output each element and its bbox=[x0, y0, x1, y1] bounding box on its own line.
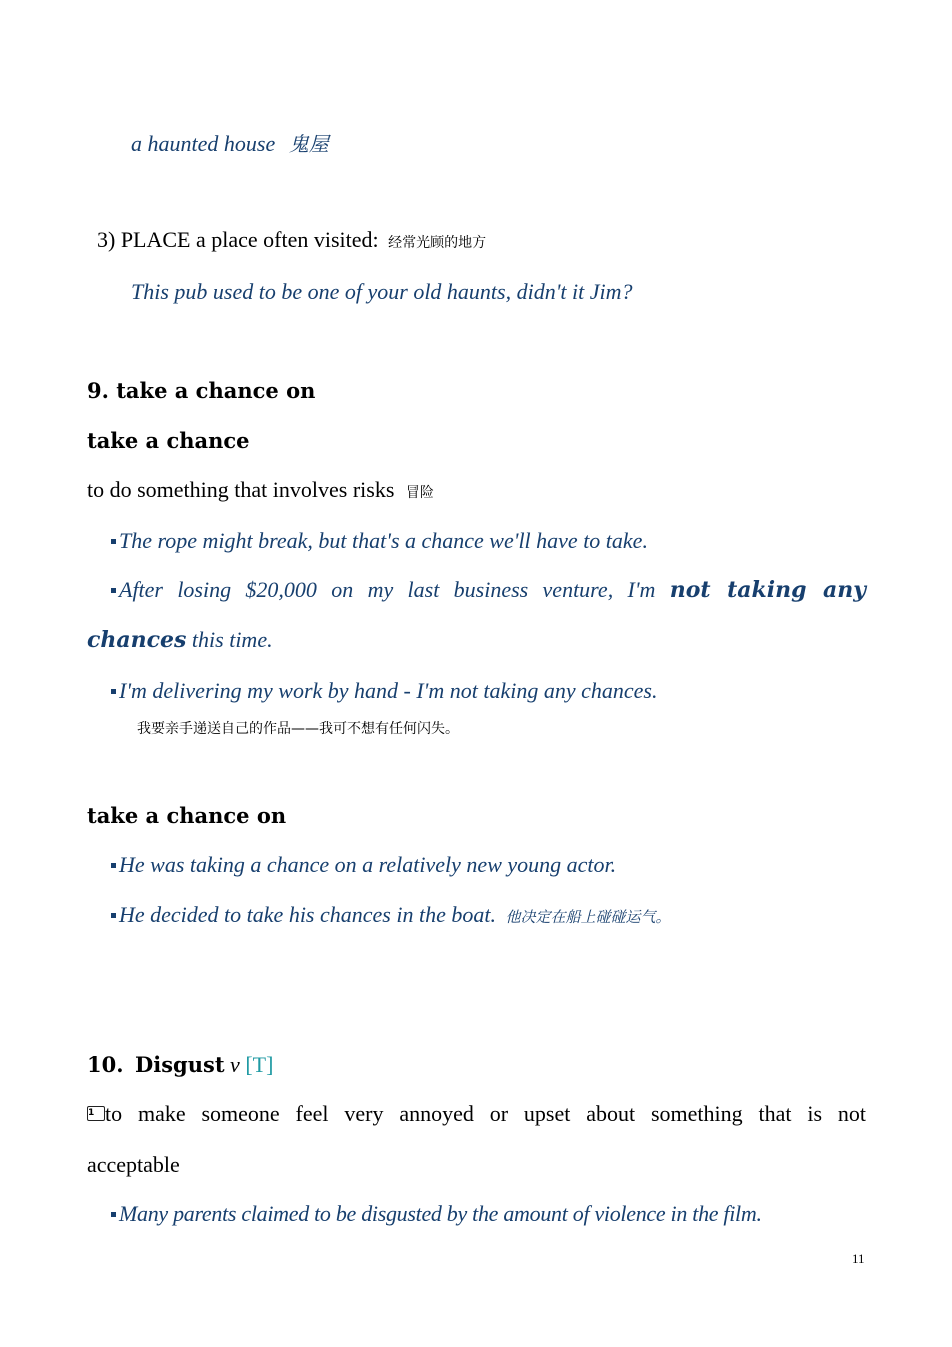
example-translation: 他决定在船上碰碰运气。 bbox=[505, 908, 671, 926]
heading-10-number: 10. bbox=[87, 1052, 124, 1077]
example-emphasis: not taking any bbox=[669, 577, 866, 603]
definition-text: to do something that involves risks bbox=[87, 477, 395, 502]
bullet-icon bbox=[111, 863, 116, 868]
example-text: He was taking a chance on a relatively new young actor. bbox=[119, 852, 617, 877]
subheading-take-a-chance: take a chance bbox=[87, 428, 250, 453]
definition-text: to make someone feel very annoyed or upset about something that is not bbox=[105, 1101, 866, 1126]
example-9-2-line2 bbox=[87, 627, 273, 653]
bullet-icon bbox=[111, 1212, 116, 1217]
example-9-3 bbox=[111, 678, 658, 704]
phrase-haunted-house bbox=[131, 128, 329, 157]
example-text: The rope might break, but that's a chance we'll have to take. bbox=[119, 528, 648, 553]
example-text: After losing $20,000 on my last business venture, I'm bbox=[119, 577, 656, 602]
grammar-tag: [T] bbox=[245, 1052, 274, 1077]
definition-10-line1 bbox=[87, 1101, 866, 1127]
phrase-text: a haunted house bbox=[131, 131, 276, 156]
sense-number-icon: 1 bbox=[87, 1106, 105, 1121]
heading-10-word: Disgust bbox=[135, 1052, 225, 1077]
definition-10-line2: acceptable bbox=[87, 1152, 180, 1177]
bullet-icon bbox=[111, 539, 116, 544]
example-10-1 bbox=[111, 1201, 762, 1227]
bullet-icon bbox=[111, 689, 116, 694]
phrase-translation: 鬼屋 bbox=[288, 132, 329, 156]
example-9-2-line1 bbox=[111, 577, 866, 603]
part-of-speech: v bbox=[230, 1052, 240, 1077]
example-9-3-translation: 我要亲手递送自己的作品——我可不想有任何闪失。 bbox=[137, 721, 459, 737]
example-9-5 bbox=[111, 902, 670, 928]
example-emphasis: chances bbox=[87, 627, 187, 653]
sense-3-line bbox=[97, 227, 486, 253]
sense-3-label: 3) PLACE a place often visited: bbox=[97, 227, 379, 252]
bullet-icon bbox=[111, 913, 116, 918]
definition-9 bbox=[87, 477, 434, 503]
sense-3-example: This pub used to be one of your old haunts, didn't it Jim? bbox=[131, 279, 633, 304]
definition-translation: 冒险 bbox=[405, 485, 434, 501]
bullet-icon bbox=[111, 588, 116, 593]
example-text: I'm delivering my work by hand - I'm not taking any chances. bbox=[119, 678, 658, 703]
sense-3-translation: 经常光顾的地方 bbox=[388, 235, 487, 251]
heading-10 bbox=[87, 1052, 273, 1078]
example-text: He decided to take his chances in the boat. bbox=[119, 902, 496, 927]
example-text: Many parents claimed to be disgusted by the amount of violence in the film. bbox=[119, 1201, 762, 1226]
example-text: this time. bbox=[191, 627, 273, 652]
heading-9: 9. take a chance on bbox=[87, 378, 316, 403]
example-9-1 bbox=[111, 528, 648, 554]
subheading-take-a-chance-on: take a chance on bbox=[87, 803, 287, 828]
example-9-4 bbox=[111, 852, 616, 878]
page-number: 11 bbox=[852, 1251, 865, 1266]
